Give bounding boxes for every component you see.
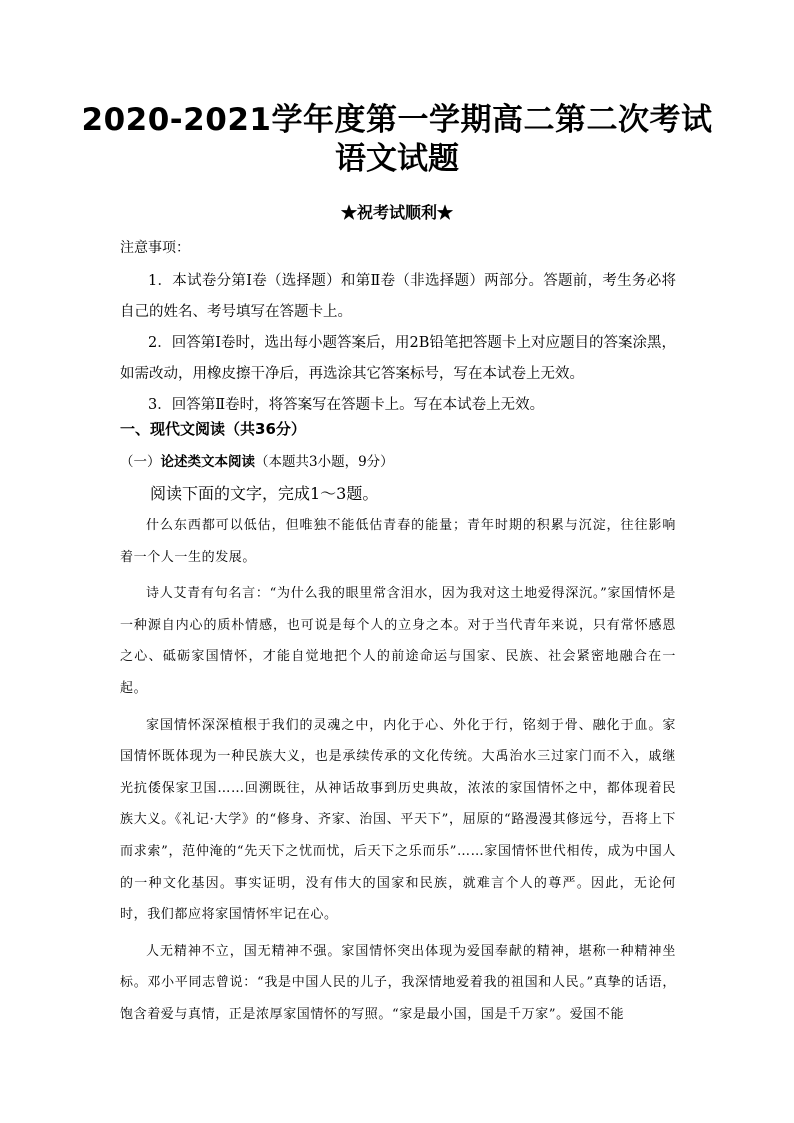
reading-instruction: 阅读下面的文字，完成1～3题。 <box>150 484 379 503</box>
exam-subject: 语文试题 <box>335 141 459 177</box>
passage-paragraph: 诗人艾青有句名言：“为什么我的眼里常含泪水，因为我对这土地爱得深沉。”家国情怀是一种源自内心的质朴情感，也可说是每个人的立身之本。对于当代青年来说，只有常怀感恩之心、砥砺家国情怀，才能自觉地把个人的前途命运与国家、民族、社会紧密地融合在一起。 <box>120 586 676 696</box>
notes-heading: 注意事项： <box>120 240 190 256</box>
exam-title: 2020-2021学年度第一学期高二第二次考试 <box>81 102 713 138</box>
subsection-heading <box>120 452 394 472</box>
subsection-number: （一） <box>120 454 161 470</box>
blessing-line: ★祝考试顺利★ <box>340 203 453 222</box>
note-item: 2．回答第Ⅰ卷时，选出每小题答案后，用2B铅笔把答题卡上对应题目的答案涂黑，如需改动，用橡皮擦干净后，再选涂其它答案标号，写在本试卷上无效。 <box>120 335 676 382</box>
notes-list <box>120 266 676 421</box>
subsection-title: 论述类文本阅读 <box>160 454 255 470</box>
passage-paragraph: 什么东西都可以低估，但唯独不能低估青春的能量；青年时期的积累与沉淀，往往影响着一个人一生的发展。 <box>120 518 676 565</box>
reading-passage <box>120 510 676 1031</box>
subsection-score: （本题共3小题，9分） <box>255 454 394 470</box>
section-heading: 一、现代文阅读（共36分） <box>120 420 306 438</box>
passage-paragraph: 人无精神不立，国无精神不强。家国情怀突出体现为爱国奉献的精神，堪称一种精神坐标。邓小平同志曾说：“我是中国人民的儿子，我深情地爱着我的祖国和人民。”真挚的话语，饱含着爱与真情，正是浓厚家国情怀的写照。“家是最小国，国是千万家”。爱国不能 <box>120 943 676 1022</box>
note-item: 3．回答第Ⅱ卷时，将答案写在答题卡上。写在本试卷上无效。 <box>148 397 545 413</box>
passage-paragraph: 家国情怀深深植根于我们的灵魂之中，内化于心、外化于行，铭刻于骨、融化于血。家国情怀既体现为一种民族大义，也是承续传承的文化传统。大禹治水三过家门而不入，戚继光抗倭保家卫国……回溯既往，从神话故事到历史典故，浓浓的家国情怀之中，都体现着民族大义。《礼记·大学》的“修身、齐家、治国、平天下”，屈原的“路漫漫其修远兮，吾将上下而求索”，范仲淹的“先天下之忧而忧，后天下之乐而乐”……家国情怀世代相传，成为中国人的一种文化基因。事实证明，没有伟大的国家和民族，就难言个人的尊严。因此，无论何时，我们都应将家国情怀牢记在心。 <box>120 717 676 923</box>
note-item: 1．本试卷分第Ⅰ卷（选择题）和第Ⅱ卷（非选择题）两部分。答题前，考生务必将自己的姓名、考号填写在答题卡上。 <box>120 273 676 320</box>
